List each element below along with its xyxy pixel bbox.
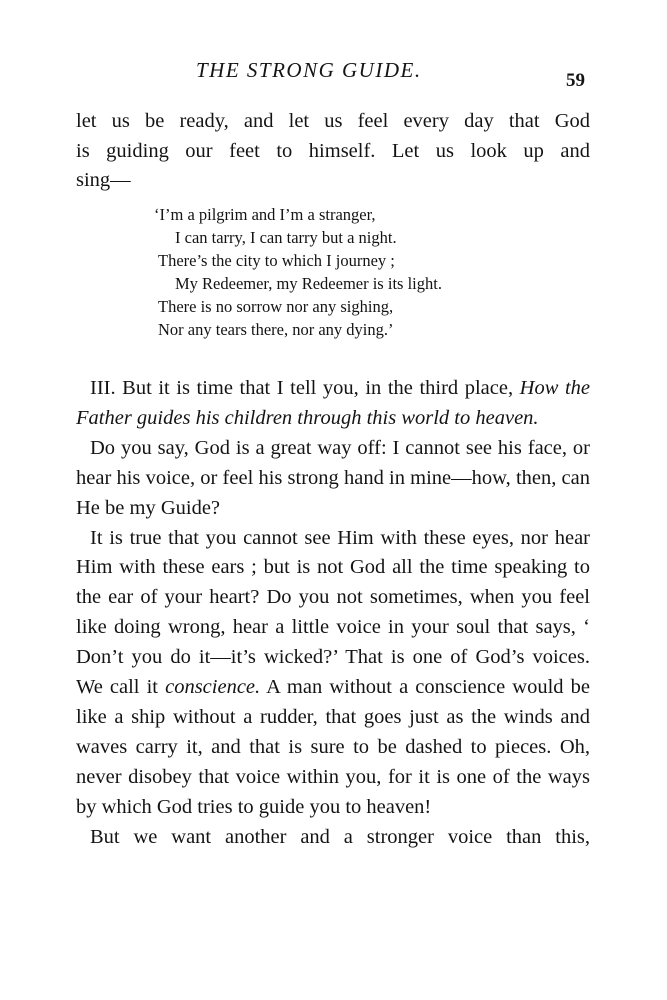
section-three-lead: III. But it is time that I tell you, in the third place, — [90, 377, 514, 399]
poem-line: There’s the city to which I journey ; — [158, 251, 395, 270]
conscience-text-part-1: It is true that you cannot see Him with these eyes, nor hear Him with these ears ; but is not God all the time speaking to the ear of your heart? Do you not sometimes, when you feel like doing wrong, hear a little voice in your soul that says, ‘ Don’t you do it—it’s wicked?’ That is one of God’s voices. We call it — [76, 526, 590, 699]
poem-line: ‘I’m a pilgrim and I’m a stranger, — [154, 205, 376, 224]
running-title: THE STRONG GUIDE. — [196, 58, 422, 82]
hymn-quotation — [150, 203, 530, 341]
paragraph-guide-question: Do you say, God is a great way off: I cannot see his face, or hear his voice, or feel his strong hand in mine—how, then, can He be my Guide? — [76, 436, 590, 519]
section-three-paragraph — [76, 374, 590, 434]
conscience-text-part-2: A man without a conscience would be like a ship without a rudder, that goes just as the winds and waves carry it, and that is sure to be dashed to pieces. Oh, never disobey that voice within you, for it is one of the ways by which God tries to guide you to heaven! — [76, 676, 590, 818]
conscience-italic-word: conscience. — [165, 676, 261, 699]
section-three-italic-heading: How the Father guides his children through this world to heaven. — [76, 377, 590, 429]
paragraph-conscience — [76, 524, 590, 823]
poem-line: I can tarry, I can tarry but a night. — [175, 228, 397, 247]
paragraph-stronger-voice: But we want another and a stronger voice than this, — [90, 825, 590, 848]
poem-line: My Redeemer, my Redeemer is its light. — [175, 274, 442, 293]
poem-line: Nor any tears there, nor any dying.’ — [158, 320, 394, 339]
poem-line: There is no sorrow nor any sighing, — [158, 297, 394, 316]
opening-line-2: is guiding our feet to himself. Let us look up and — [76, 139, 590, 162]
page-number: 59 — [566, 70, 585, 91]
section-three — [76, 374, 590, 853]
opening-line-1: let us be ready, and let us feel every day that God — [76, 110, 590, 132]
opening-line-3: sing— — [76, 169, 131, 192]
opening-paragraph — [76, 107, 590, 196]
